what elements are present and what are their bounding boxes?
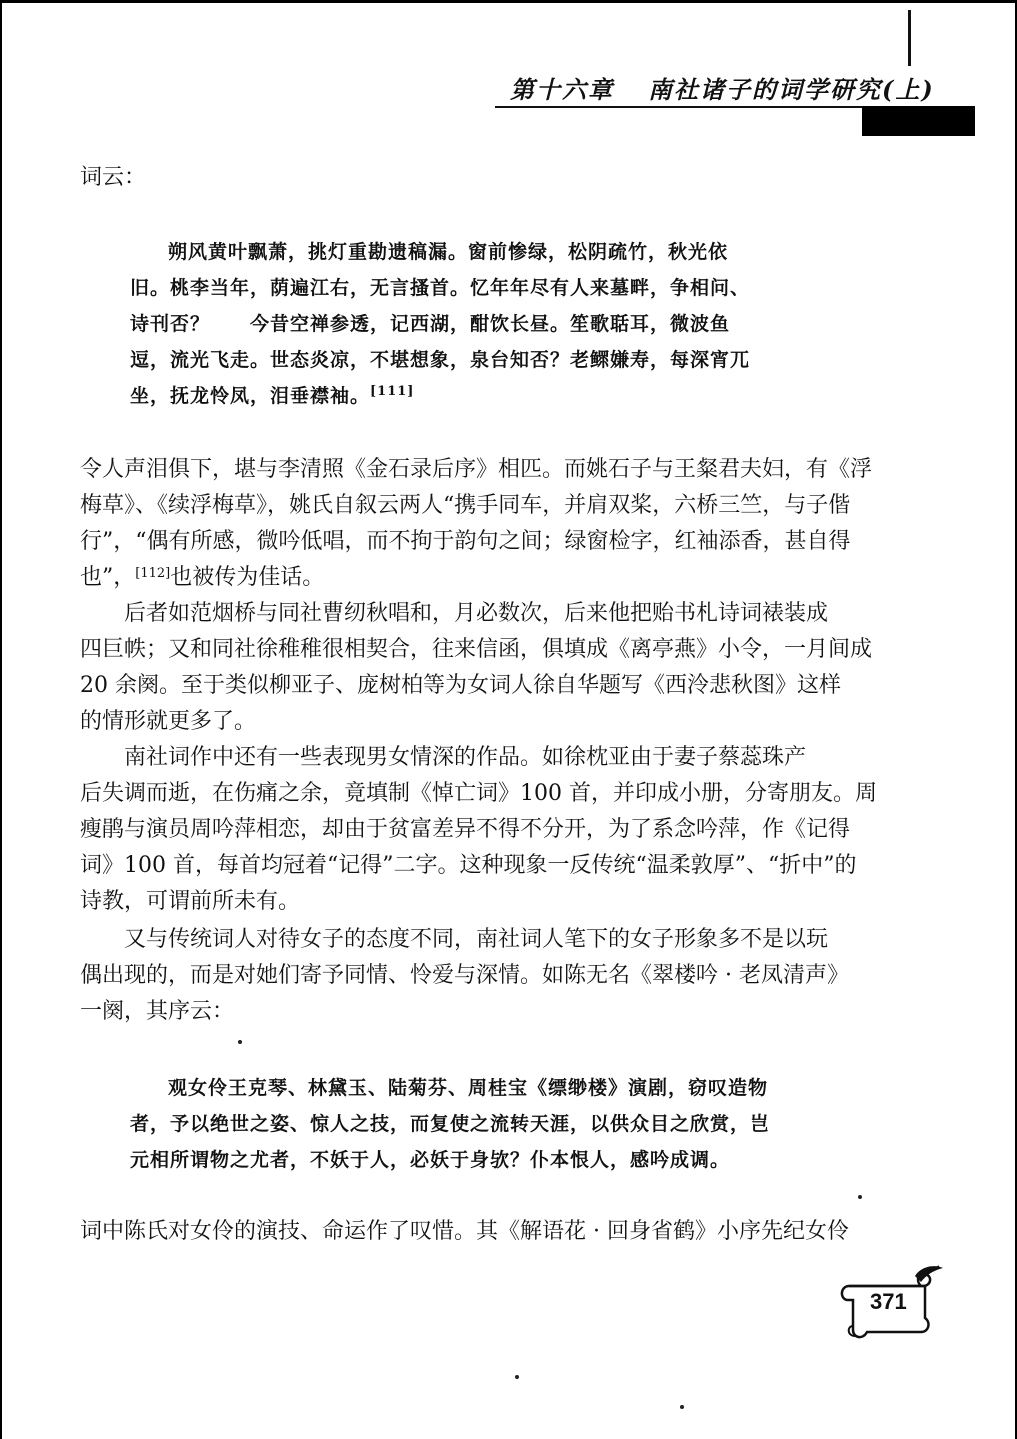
- chapter-number: 第十六章: [510, 75, 614, 104]
- paragraph-line: 梅草》、《续浮梅草》，姚氏自叙云两人“携手同车，并肩双桨，六桥三竺，与子偕: [80, 493, 851, 518]
- quote-line: 观女伶王克琴、林黛玉、陆菊芬、周桂宝《缥缈楼》演剧，窃叹造物: [168, 1077, 769, 1099]
- quote-line: [130, 378, 830, 414]
- quote-line-text: 坐，抚龙怜凤，泪垂襟袖。: [130, 385, 371, 407]
- paragraph-line: 南社词作中还有一些表现男女情深的作品。如徐枕亚由于妻子蔡蕊珠产: [80, 745, 807, 770]
- running-header: [510, 70, 935, 106]
- quote-line: 者，予以绝世之姿、惊人之技，而复使之流转天涯，以供众目之欣赏，岂: [130, 1113, 771, 1135]
- paragraph-line-text: 也”，: [80, 565, 136, 590]
- quote-preface: [130, 1070, 830, 1178]
- paragraph-line: 的情形就更多了。: [80, 709, 257, 734]
- paragraph-line: 偶出现的，而是对她们寄予同情、怜爱与深情。如陈无名《翠楼吟 · 老凤清声》: [80, 963, 849, 988]
- header-black-tab: [862, 106, 975, 136]
- corner-mark: [908, 10, 911, 66]
- intro-line: 词云：: [80, 165, 147, 190]
- paragraph-line: 一阕，其序云：: [80, 999, 235, 1024]
- paragraph-line: 诗教，可谓前所未有。: [80, 889, 301, 914]
- quote-line: 朔风黄叶飘萧，挑灯重勘遗稿漏。窗前惨绿，松阴疏竹，秋光依: [168, 241, 729, 263]
- paragraph-2: [80, 596, 873, 740]
- quote-line: 诗刊否？ 今昔空禅参透，记西湖，酣饮长昼。笙歌聒耳，微波鱼: [130, 313, 731, 335]
- scan-speck: [680, 1405, 684, 1409]
- paragraph-line: 又与传统词人对待女子的态度不同，南社词人笔下的女子形象多不是以玩: [80, 927, 829, 952]
- paragraph-3: [80, 740, 877, 920]
- paragraph-line: 词中陈氏对女伶的演技、命运作了叹惜。其《解语花 · 回身省鹤》小序先纪女伶: [80, 1219, 849, 1244]
- page-border-top: [0, 0, 1017, 3]
- paragraph-line: 后者如范烟桥与同社曹纫秋唱和，月必数次，后来他把贻书札诗词裱装成: [80, 601, 829, 626]
- paragraph-line: 后失调而逝，在伤痛之余，竟填制《悼亡词》100 首，并印成小册，分寄朋友。周: [80, 781, 877, 806]
- paragraph-5: [80, 1214, 870, 1250]
- scan-speck: [858, 1195, 862, 1199]
- paragraph-line-tail: 也被传为佳话。: [170, 565, 325, 590]
- footnote-ref: [111]: [370, 384, 415, 399]
- paragraph-line: 四巨帙；又和同社徐稚稚很相契合，往来信函，俱填成《离亭燕》小令，一月间成: [80, 637, 873, 662]
- paragraph-line: 行”，“偶有所感，微吟低唱，而不拘于韵句之间；绿窗检字，红袖添香，甚自得: [80, 529, 851, 554]
- quote-line: 旧。桃李当年，荫遍江右，无言搔首。忆年年尽有人来墓畔，争相问、: [130, 277, 751, 299]
- paragraph-1: [80, 452, 873, 596]
- page-border-left: [0, 0, 2, 1439]
- quote-line: 逗，流光飞走。世态炎凉，不堪想象，泉台知否？老鳏嫌寿，每深宵兀: [130, 349, 751, 371]
- paragraph-4: [80, 922, 870, 1030]
- intro-text: [80, 160, 920, 196]
- footnote-ref: [112]: [135, 566, 171, 581]
- scan-speck: [238, 1040, 242, 1044]
- page-number: 371: [870, 1289, 907, 1314]
- quote-line: 元相所谓物之尤者，不妖于人，必妖于身欤？仆本恨人，感吟成调。: [130, 1149, 731, 1171]
- quote-poem: [130, 234, 830, 414]
- chapter-title: 南社诸子的词学研究(上): [648, 75, 935, 104]
- paragraph-line: 瘦鹃与演员周吟萍相恋，却由于贫富差异不得不分开，为了系念吟萍，作《记得: [80, 817, 851, 842]
- scan-speck: [515, 1375, 519, 1379]
- paragraph-line: 令人声泪俱下，堪与李清照《金石录后序》相匹。而姚石子与王粲君夫妇，有《浮: [80, 457, 873, 482]
- paragraph-line: 词》100 首，每首均冠着“记得”二字。这种现象一反传统“温柔敦厚”、“折中”的: [80, 853, 857, 878]
- paragraph-line: 20 余阕。至于类似柳亚子、庞树柏等为女词人徐自华题写《西泠悲秋图》这样: [80, 673, 841, 698]
- paragraph-line: [80, 560, 870, 596]
